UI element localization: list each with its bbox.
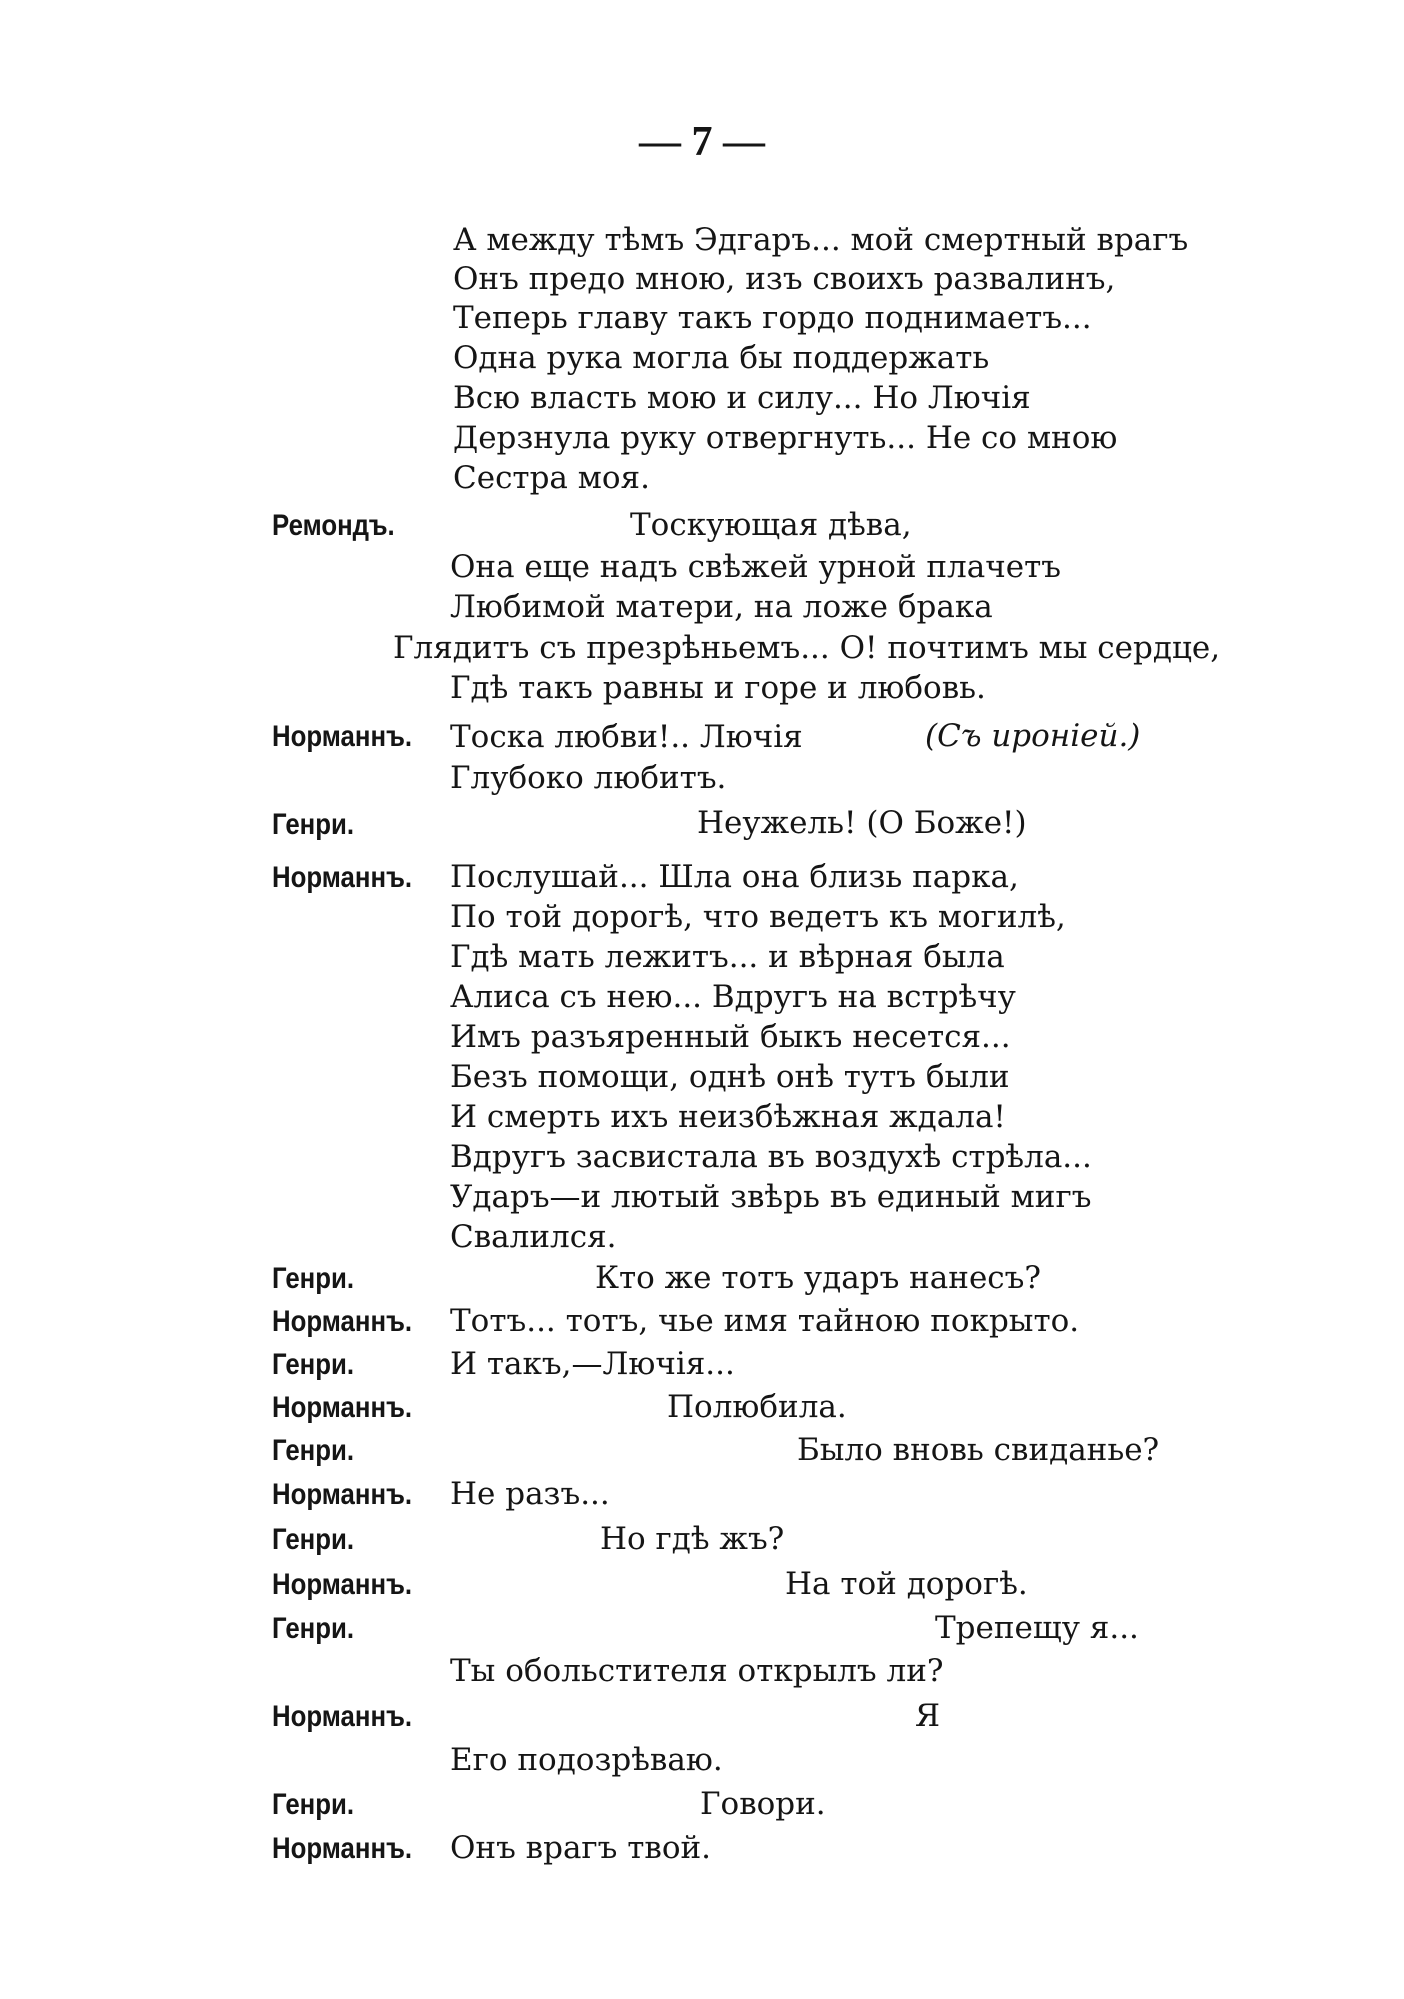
verse-line: Я [915, 1698, 941, 1734]
speaker-label: Генри. [272, 808, 355, 841]
verse-line: Безъ помощи, однѣ онѣ тутъ были [450, 1059, 1010, 1095]
verse-line: Одна рука могла бы поддержать [453, 340, 990, 376]
speaker-label: Норманнъ. [272, 861, 413, 894]
verse-line: Вдругъ засвистала въ воздухѣ стрѣла... [450, 1139, 1092, 1175]
speaker-label: Генри. [272, 1348, 355, 1381]
verse-line: Гдѣ мать лежитъ... и вѣрная была [450, 939, 1005, 975]
verse-line: Тоскующая дѣва, [630, 507, 912, 543]
verse-line: Гдѣ такъ равны и горе и любовь. [450, 670, 986, 706]
verse-line: Дерзнула руку отвергнуть... Не со мною [453, 420, 1118, 456]
speaker-label: Генри. [272, 1262, 355, 1295]
verse-line: Свалился. [450, 1219, 617, 1255]
verse-line: Ты обольстителя открылъ ли? [450, 1653, 944, 1689]
verse-line: Трепещу я... [935, 1610, 1139, 1646]
page-number: — 7 — [639, 119, 765, 165]
speaker-label: Норманнъ. [272, 1305, 413, 1338]
verse-line: Сестра моя. [453, 460, 650, 496]
verse-line: Алиса съ нею... Вдругъ на встрѣчу [450, 979, 1016, 1015]
verse-line: И такъ,—Лючія... [450, 1346, 735, 1382]
verse-line: На той дорогѣ. [785, 1566, 1028, 1602]
speaker-label: Генри. [272, 1612, 355, 1645]
speaker-label: Норманнъ. [272, 1700, 413, 1733]
speaker-label: Норманнъ. [272, 1832, 413, 1865]
verse-line: Тотъ... тотъ, чье имя тайною покрыто. [450, 1303, 1080, 1339]
verse-line: Полюбила. [667, 1389, 847, 1425]
speaker-label: Ремондъ. [272, 509, 395, 542]
verse-line: Неужель! (О Боже!) [697, 805, 1027, 841]
speaker-label: Норманнъ. [272, 720, 413, 753]
verse-line: Глубоко любитъ. [450, 760, 727, 796]
verse-line: Онъ предо мною, изъ своихъ развалинъ, [453, 261, 1116, 297]
verse-line: Глядитъ съ презрѣньемъ... О! почтимъ мы сердце, [393, 630, 1221, 666]
verse-line: Всю власть мою и силу... Но Лючія [453, 380, 1031, 416]
speaker-label: Норманнъ. [272, 1478, 413, 1511]
speaker-label: Генри. [272, 1788, 355, 1821]
verse-line: Было вновь свиданье? [797, 1432, 1160, 1468]
verse-line: Не разъ... [450, 1476, 610, 1512]
speaker-label: Генри. [272, 1523, 355, 1556]
verse-line: Говори. [700, 1786, 826, 1822]
verse-line: А между тѣмъ Эдгаръ... мой смертный врагъ [453, 222, 1189, 258]
speaker-label: Генри. [272, 1434, 355, 1467]
stage-direction: (Съ ироніей.) [925, 718, 1141, 754]
verse-line: Тоска любви!.. Лючія [450, 719, 803, 755]
verse-line: Теперь главу такъ гордо поднимаетъ... [453, 300, 1092, 336]
verse-line: Имъ разъяренный быкъ несется... [450, 1019, 1011, 1055]
verse-line: Онъ врагъ твой. [450, 1830, 712, 1866]
verse-line: Послушай... Шла она близь парка, [450, 859, 1019, 895]
verse-line: Кто же тотъ ударъ нанесъ? [595, 1260, 1042, 1296]
speaker-label: Норманнъ. [272, 1391, 413, 1424]
verse-line: Ударъ—и лютый звѣрь въ единый мигъ [450, 1179, 1092, 1215]
verse-line: Любимой матери, на ложе брака [450, 589, 993, 625]
verse-line: И смерть ихъ неизбѣжная ждала! [450, 1099, 1006, 1135]
verse-line: Его подозрѣваю. [450, 1742, 723, 1778]
verse-line: Она еще надъ свѣжей урной плачетъ [450, 549, 1061, 585]
verse-line: Но гдѣ жъ? [600, 1521, 785, 1557]
verse-line: По той дорогѣ, что ведетъ къ могилѣ, [450, 899, 1066, 935]
speaker-label: Норманнъ. [272, 1568, 413, 1601]
